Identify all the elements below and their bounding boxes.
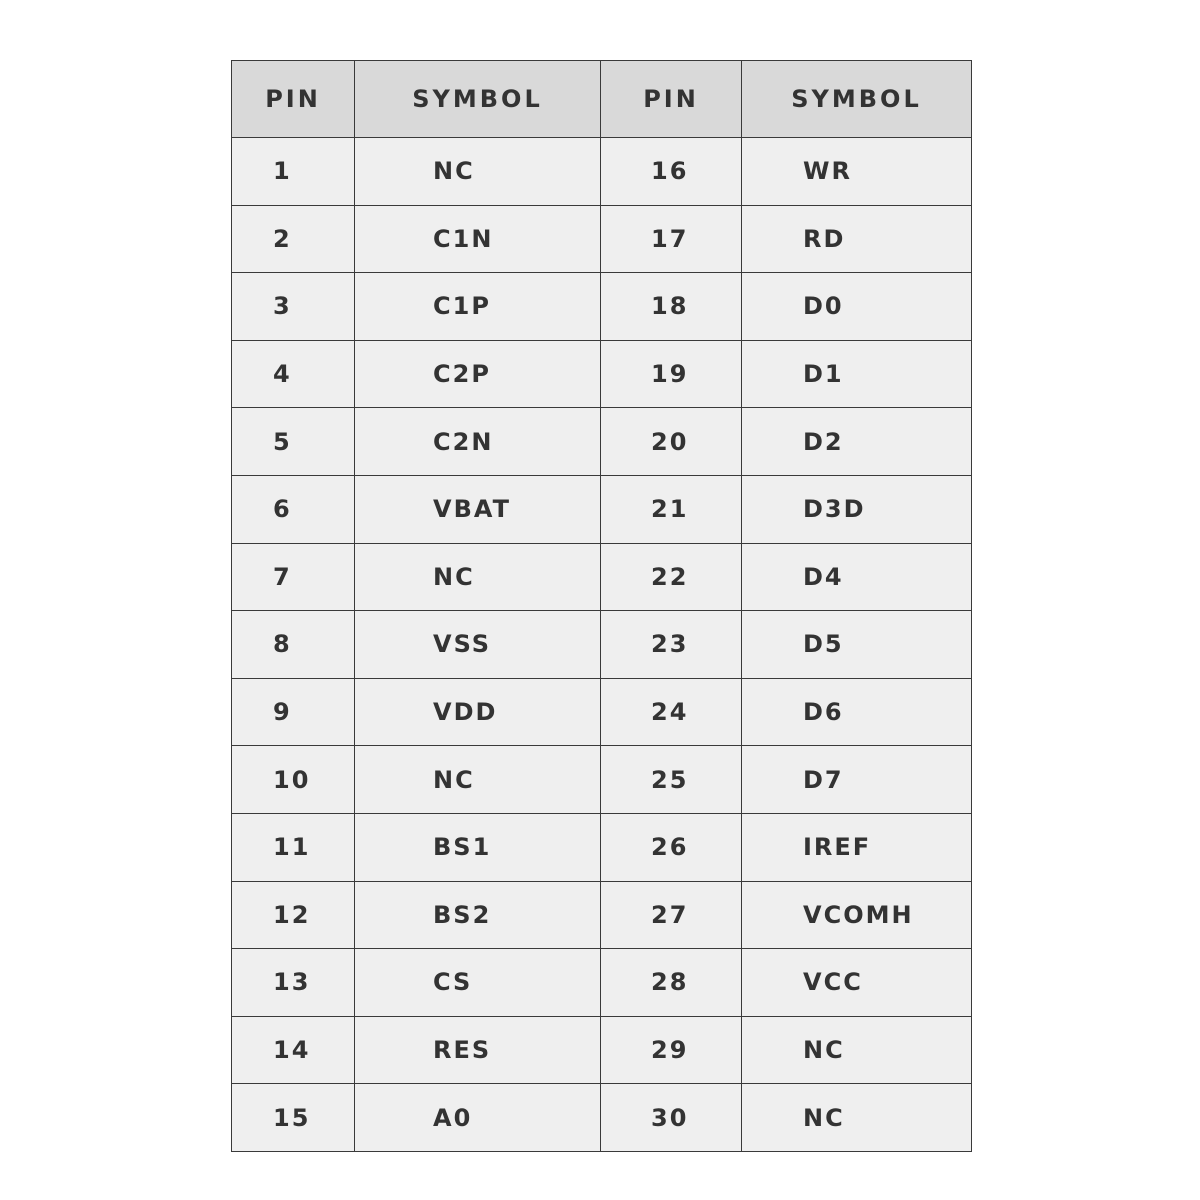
pin-number-right: 26 [601,813,742,881]
pin-number-right: 19 [601,340,742,408]
table-header [232,61,972,138]
pin-number-left: 4 [232,340,355,408]
pin-number-right: 28 [601,949,742,1017]
pin-symbol-left: VDD [355,678,601,746]
table-row [232,273,972,341]
pin-number-left: 12 [232,881,355,949]
pin-symbol-right: NC [742,1016,972,1084]
pin-number-right: 21 [601,475,742,543]
pin-symbol-right: D3D [742,475,972,543]
pin-assignment-table [231,60,972,1152]
pin-symbol-right: D0 [742,273,972,341]
header-pin-left: PIN [232,61,355,138]
pin-number-left: 2 [232,205,355,273]
pin-number-left: 13 [232,949,355,1017]
pin-number-left: 8 [232,611,355,679]
table-row [232,813,972,881]
pin-symbol-right: NC [742,1084,972,1152]
pin-symbol-right: D1 [742,340,972,408]
pin-number-left: 5 [232,408,355,476]
pin-number-right: 22 [601,543,742,611]
pin-symbol-right: IREF [742,813,972,881]
header-symbol-left: SYMBOL [355,61,601,138]
pin-symbol-left: C2N [355,408,601,476]
pin-symbol-right: D7 [742,746,972,814]
pin-symbol-right: RD [742,205,972,273]
pin-symbol-left: NC [355,138,601,206]
pin-symbol-left: RES [355,1016,601,1084]
pin-number-right: 16 [601,138,742,206]
pin-symbol-left: BS1 [355,813,601,881]
pin-number-left: 15 [232,1084,355,1152]
pin-symbol-left: VSS [355,611,601,679]
table-row [232,746,972,814]
header-pin-right: PIN [601,61,742,138]
pin-number-left: 1 [232,138,355,206]
pin-number-left: 3 [232,273,355,341]
pin-number-right: 24 [601,678,742,746]
pin-number-left: 7 [232,543,355,611]
header-symbol-right: SYMBOL [742,61,972,138]
pin-number-right: 18 [601,273,742,341]
table-row [232,138,972,206]
table-row [232,949,972,1017]
pin-number-right: 20 [601,408,742,476]
table-row [232,408,972,476]
pin-number-right: 30 [601,1084,742,1152]
pin-symbol-left: NC [355,746,601,814]
table-row [232,1016,972,1084]
pin-number-right: 17 [601,205,742,273]
pin-symbol-right: VCOMH [742,881,972,949]
pin-symbol-left: C1N [355,205,601,273]
pin-symbol-right: VCC [742,949,972,1017]
pin-symbol-left: CS [355,949,601,1017]
pin-symbol-left: BS2 [355,881,601,949]
pin-symbol-right: D4 [742,543,972,611]
pin-symbol-left: C2P [355,340,601,408]
table-row [232,881,972,949]
table-row [232,1084,972,1152]
pin-number-left: 6 [232,475,355,543]
pin-symbol-left: C1P [355,273,601,341]
pin-number-left: 10 [232,746,355,814]
table-row [232,475,972,543]
pin-symbol-left: VBAT [355,475,601,543]
pin-number-right: 29 [601,1016,742,1084]
table-row [232,340,972,408]
pin-number-right: 23 [601,611,742,679]
table-body [232,138,972,1152]
table-row [232,205,972,273]
header-row [232,61,972,138]
pin-symbol-left: A0 [355,1084,601,1152]
pin-symbol-right: D5 [742,611,972,679]
pin-symbol-right: WR [742,138,972,206]
pin-number-left: 11 [232,813,355,881]
pin-symbol-right: D6 [742,678,972,746]
pin-symbol-right: D2 [742,408,972,476]
pin-symbol-left: NC [355,543,601,611]
pin-number-left: 9 [232,678,355,746]
table-row [232,543,972,611]
pin-number-left: 14 [232,1016,355,1084]
table-row [232,611,972,679]
table-row [232,678,972,746]
pin-number-right: 27 [601,881,742,949]
pin-number-right: 25 [601,746,742,814]
